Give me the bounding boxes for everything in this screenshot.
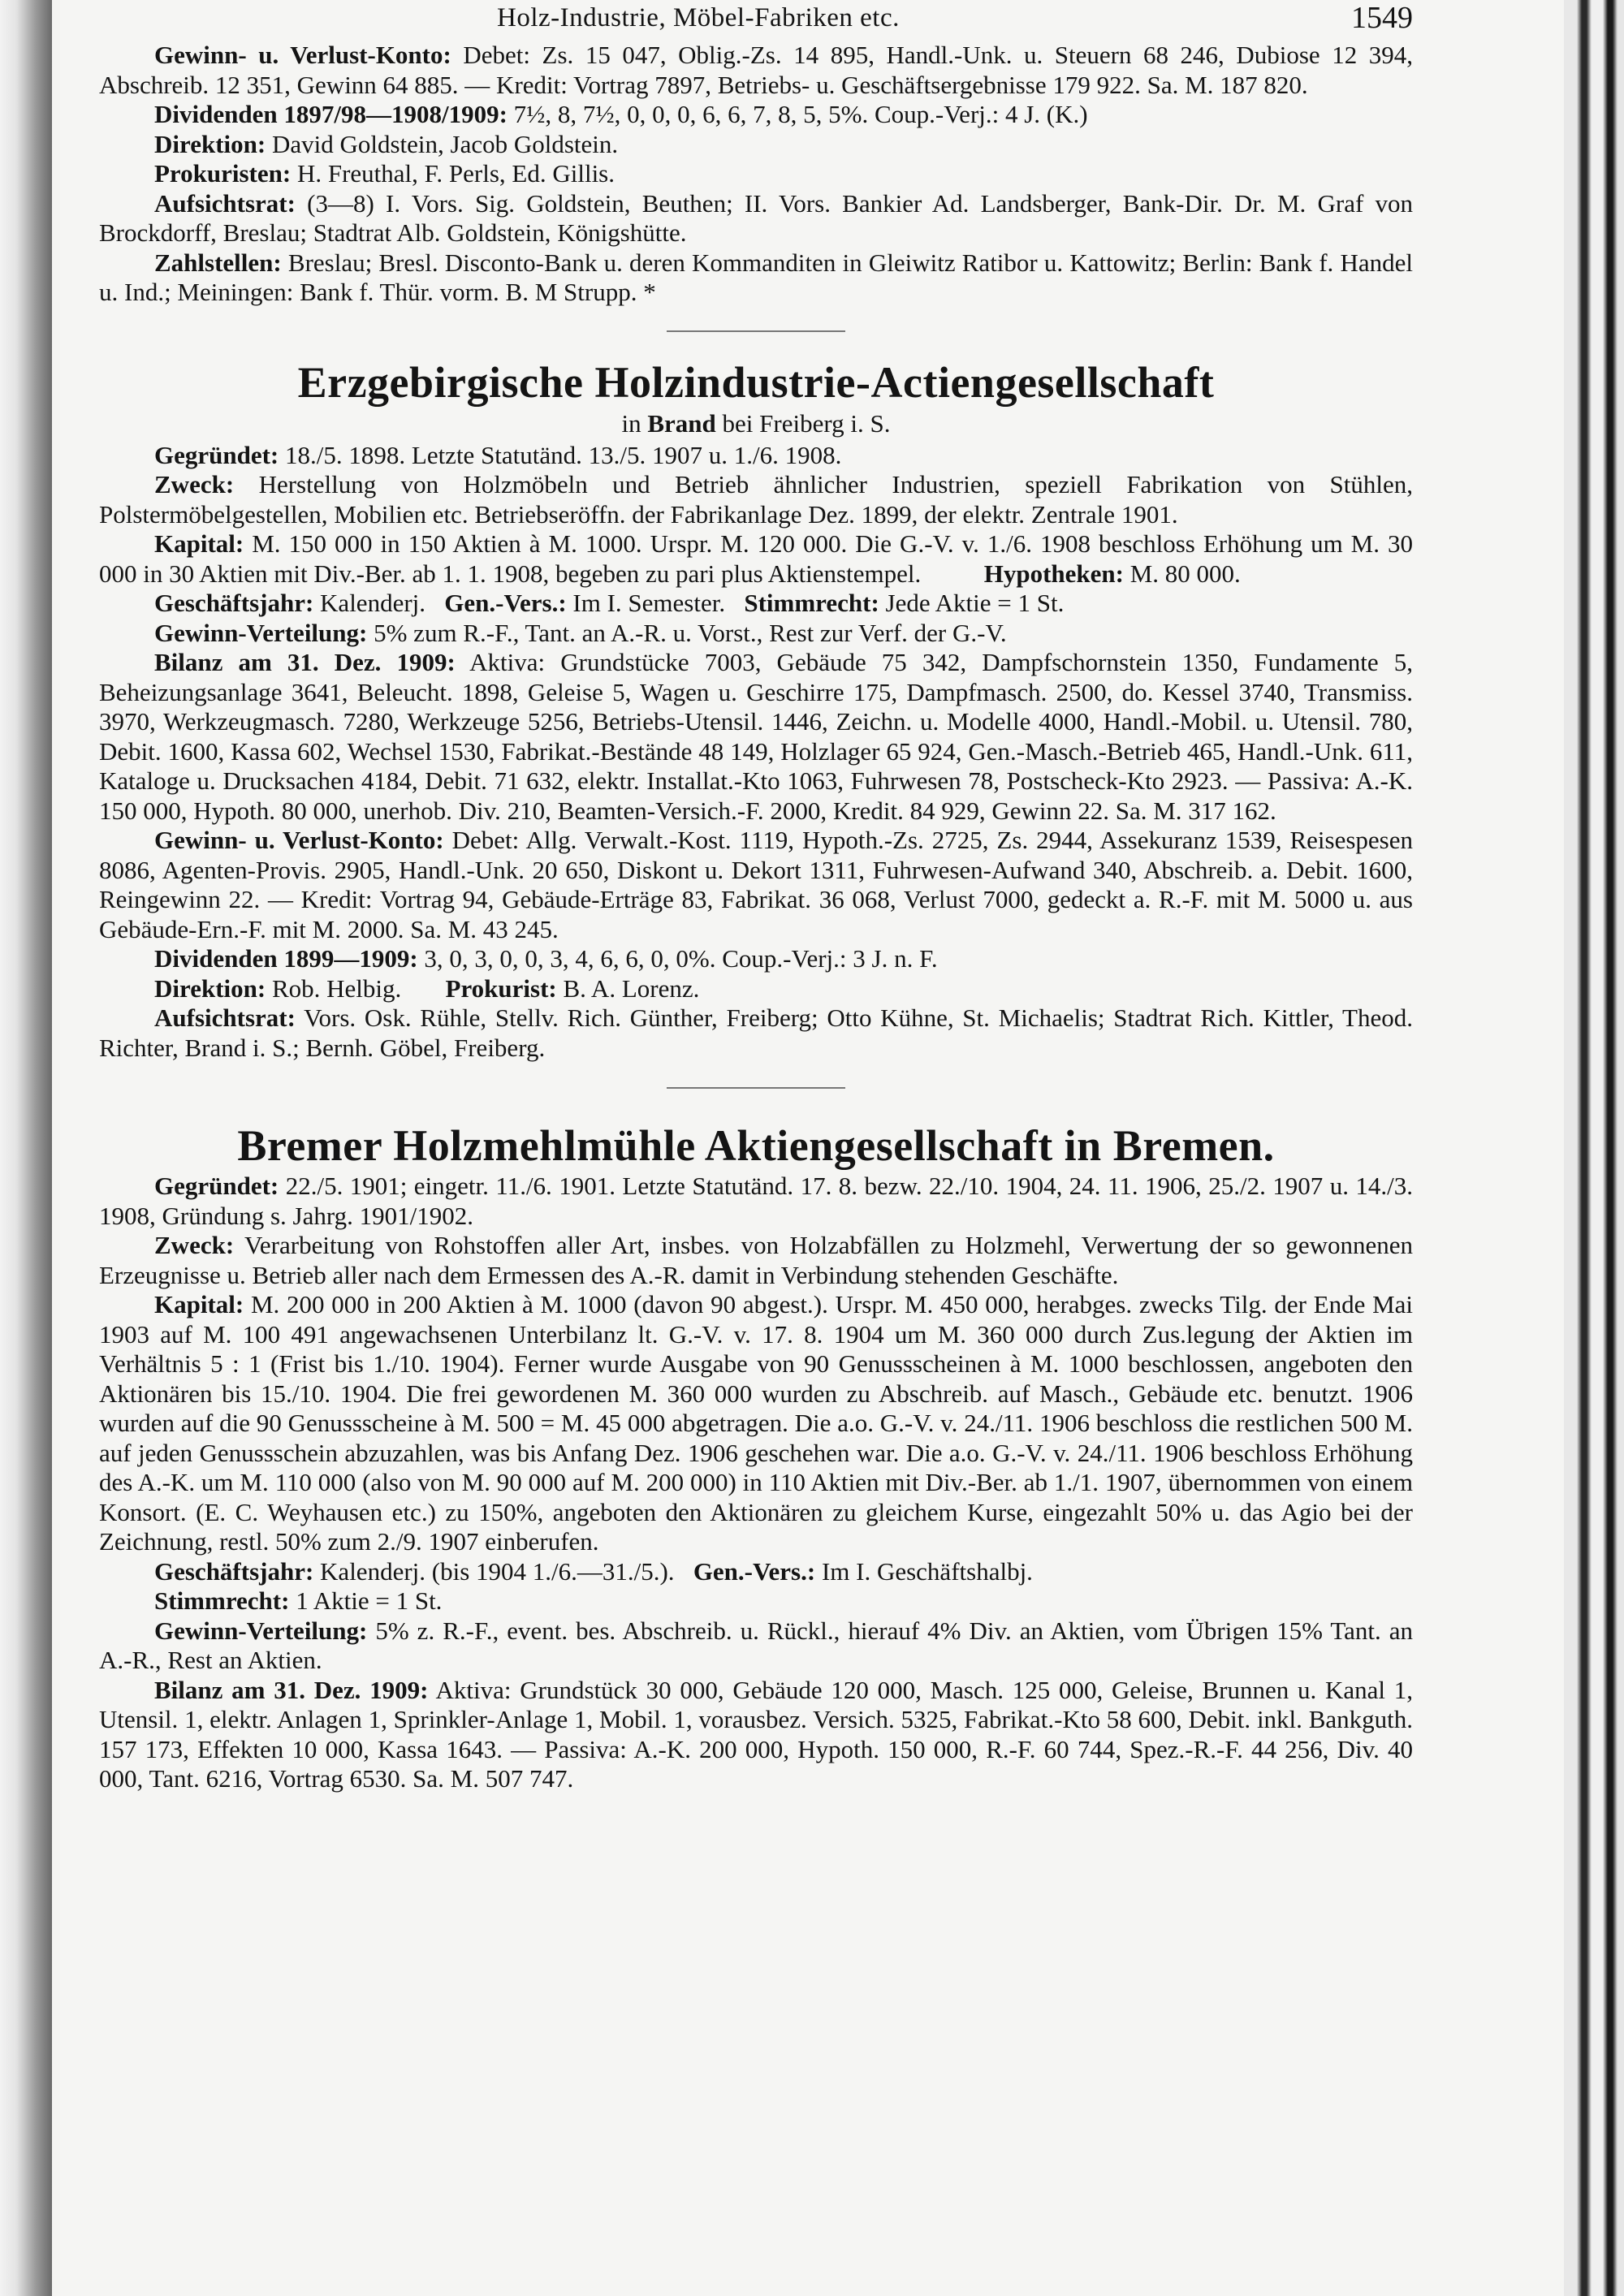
guv-paragraph xyxy=(99,826,1413,944)
profit-distribution-paragraph xyxy=(99,619,1413,649)
business-year-text: Kalenderj. xyxy=(320,589,426,617)
supervisory-board-paragraph xyxy=(99,189,1413,248)
dividends-label: Dividenden 1899—1909: xyxy=(154,944,418,973)
prokurist-label: Prokuristen: xyxy=(154,159,292,188)
balance-text: Aktiva: Grundstücke 7003, Gebäude 75 342, Dampfschornstein 1350, Fundamente 5, Beheizungsanlage 3641, Beleucht. 1898, Geleise 5, Wagen u. Geschirre 175, Dampfmasch. 2500, do. Kessel 3740, Transmiss. 3970, Werkzeugmasch. 7280, Werkzeuge 5256, Betriebs-Utensil. 1446, Zeichn. u. Modelle 4000, Handl.-Mobil. u. Utensil. 780, Debit. 1600, Kassa 602, Wechsel 1530, Fabrikat.-Bestände 48 149, Holzlager 65 924, Gen.-Masch.-Betrieb 465, Handl.-Unk. 611, Kataloge u. Drucksachen 4184, Debit. 71 632, elektr. Installat.-Kto 1063, Fuhrwesen 78, Postscheck-Kto 2923. — Passiva: A.-K. 150 000, Hypoth. 80 000, unerhob. Div. 210, Beamten-Versich.-F. 2000, Kredit. 84 929, Gewinn 22. Sa. M. 317 162. xyxy=(99,648,1413,825)
voting-right-label: Stimmrecht: xyxy=(744,589,879,617)
supervisory-board-text: Vors. Osk. Rühle, Stellv. Rich. Günther, Freiberg; Otto Kühne, St. Michaelis; Stadtrat Rich. Kittler, Theod. Richter, Brand i. S.; Bernh. Göbel, Freiberg. xyxy=(99,1003,1413,1062)
balance-label: Bilanz am 31. Dez. 1909: xyxy=(154,1675,429,1704)
direction-paragraph xyxy=(99,974,1413,1004)
supervisory-board-label: Aufsichtsrat: xyxy=(154,1003,296,1032)
section-divider xyxy=(667,330,845,332)
supervisory-board-text: (3—8) I. Vors. Sig. Goldstein, Beuthen; II. Vors. Bankier Ad. Landsberger, Bank-Dir. Dr. M. Graf von Brockdorff, Breslau; Stadtrat Alb. Goldstein, Königshütte. xyxy=(99,188,1414,247)
guv-label: Gewinn- u. Verlust-Konto: xyxy=(154,826,444,854)
page-number: 1549 xyxy=(1351,1,1413,35)
guv-label: Gewinn- u. Verlust-Konto: xyxy=(154,41,451,69)
founded-text: 18./5. 1898. Letzte Statutänd. 13./5. 1907 u. 1./6. 1908. xyxy=(285,440,842,469)
profit-distribution-label: Gewinn-Verteilung: xyxy=(154,618,368,647)
purpose-paragraph xyxy=(99,470,1413,529)
voting-right-text: Jede Aktie = 1 St. xyxy=(885,589,1065,617)
location-prefix: in xyxy=(621,408,641,438)
dividends-label: Dividenden 1897/98—1908/1909: xyxy=(154,100,508,128)
balance-text: Aktiva: Grundstück 30 000, Gebäude 120 000, Masch. 125 000, Geleise, Brunnen u. Kanal 1, Utensil. 1, elektr. Anlagen 1, Sprinkler-Anlage 1, Mobil. 1, vorausbez. Versich. 5325, Fabrikat.-Kto 58 600, Debit. inkl. Bankguth. 157 173, Effekten 10 000, Kassa 1643. — Passiva: A.-K. 200 000, Hypoth. 150 000, R.-F. 60 744, Spez.-R.-F. 44 256, Div. 40 000, Tant. 6216, Vortrag 6530. Sa. M. 507 747. xyxy=(99,1675,1413,1793)
company-title: Erzgebirgische Holzindustrie-Actiengesellschaft xyxy=(297,357,1215,407)
mortgage-text: M. 80 000. xyxy=(1129,559,1241,588)
company-location xyxy=(99,408,1413,439)
mortgage-label: Hypotheken: xyxy=(983,559,1124,588)
company-entry-erzgebirgische xyxy=(99,441,1413,1064)
founded-paragraph xyxy=(99,1172,1413,1231)
voting-right-text: 1 Aktie = 1 St. xyxy=(296,1586,443,1615)
founded-label: Gegründet: xyxy=(154,1172,279,1200)
company-entry-bremer xyxy=(99,1172,1413,1794)
profit-distribution-text: 5% z. R.-F., event. bes. Abschreib. u. Rückl., hierauf 4% Div. an Aktien, vom Übrigen 15% Tant. an A.-R., Rest an Aktien. xyxy=(99,1616,1413,1674)
dividends-text: 3, 0, 3, 0, 0, 3, 4, 6, 6, 0, 0%. Coup.-Verj.: 3 J. n. F. xyxy=(424,944,938,973)
capital-label: Kapital: xyxy=(154,529,244,558)
guv-text: Debet: Zs. 15 047, Oblig.-Zs. 14 895, Handl.-Unk. u. Steuern 68 246, Dubiose 12 394, Abschreib. 12 351, Gewinn 64 885. — Kredit: Vortrag 7897, Betriebs- u. Geschäftsergebnisse 179 922. Sa. M. 187 820. xyxy=(99,41,1414,99)
prokurist-text: B. A. Lorenz. xyxy=(563,973,700,1003)
capital-paragraph xyxy=(99,529,1413,589)
direction-text: David Goldstein, Jacob Goldstein. xyxy=(271,129,619,158)
general-meeting-text: Im I. Geschäftshalbj. xyxy=(821,1556,1033,1586)
location-city: Brand xyxy=(647,408,716,438)
business-year-label: Geschäftsjahr: xyxy=(154,589,314,617)
balance-label: Bilanz am 31. Dez. 1909: xyxy=(154,648,456,676)
supervisory-board-label: Aufsichtsrat: xyxy=(154,188,296,218)
paying-agents-label: Zahlstellen: xyxy=(154,248,282,277)
business-year-paragraph xyxy=(99,589,1413,619)
direction-label: Direktion: xyxy=(154,129,266,158)
capital-text: M. 200 000 in 200 Aktien à M. 1000 (davon 90 abgest.). Urspr. M. 450 000, herabges. zwecks Tilg. der Ende Mai 1903 auf M. 100 491 angewachsenen Unterbilanz lt. G.-V. v. 17. 8. 1904 um M. 360 000 durch Zus.legung der Aktien im Verhältnis 5 : 1 (Frist bis 1./10. 1904). Ferner wurde Ausgabe von 90 Genussscheinen à M. 1000 beschlossen, angeboten den Aktionären bis 15./10. 1904. Die frei gewordenen M. 360 000 wurden zu Abschreib. auf Masch., Gebäude etc. benutzt. 1906 wurden auf die 90 Genussscheine à M. 500 = M. 45 000 abgetragen. Die a.o. G.-V. v. 24./11. 1906 beschloss die restlichen 500 M. auf jeden Genussschein abzuzahlen, was bis Anfang Dez. 1906 geschehen war. Die a.o. G.-V. v. 24./11. 1906 beschloss Erhöhung des A.-K. um M. 110 000 (also von M. 90 000 auf M. 200 000) in 110 Aktien mit Div.-Ber. ab 1./1. 1907, übernommen von einem Konsort. (E. C. Weyhausen etc.) zu 150%, angeboten den Aktionären zu gleichem Kurse, eingezahlt 50% u. das Agio bei der Zeichnung, restl. 50% zum 2./9. 1907 einberufen. xyxy=(99,1290,1414,1556)
general-meeting-label: Gen.-Vers.: xyxy=(693,1556,816,1586)
paying-agents-text: Breslau; Bresl. Disconto-Bank u. deren Kommanditen in Gleiwitz Ratibor u. Kattowitz; Berlin: Bank f. Handel u. Ind.; Meiningen: Bank f. Thür. vorm. B. M Strupp. * xyxy=(99,248,1413,306)
profit-distribution-text: 5% zum R.-F., Tant. an A.-R. u. Vorst., Rest zur Verf. der G.-V. xyxy=(374,618,1007,647)
purpose-label: Zweck: xyxy=(154,1231,235,1259)
page-content xyxy=(99,0,1413,1794)
balance-paragraph xyxy=(99,648,1413,826)
voting-right-paragraph xyxy=(99,1586,1413,1616)
direction-paragraph xyxy=(99,130,1413,160)
balance-paragraph xyxy=(99,1676,1413,1794)
dividends-paragraph xyxy=(99,100,1413,130)
scan-left-edge xyxy=(0,0,52,2296)
profit-distribution-label: Gewinn-Verteilung: xyxy=(154,1616,368,1645)
supervisory-board-paragraph xyxy=(99,1003,1413,1063)
founded-label: Gegründet: xyxy=(154,440,279,469)
direction-label: Direktion: xyxy=(154,973,266,1003)
purpose-paragraph xyxy=(99,1231,1413,1290)
capital-label: Kapital: xyxy=(154,1290,244,1318)
running-title: Holz-Industrie, Möbel-Fabriken etc. xyxy=(497,3,900,32)
page-header xyxy=(99,0,1413,41)
direction-text: Rob. Helbig. xyxy=(271,973,402,1003)
scan-right-edge xyxy=(1564,0,1624,2296)
location-suffix: bei Freiberg i. S. xyxy=(722,408,891,438)
prokurist-text: H. Freuthal, F. Perls, Ed. Gillis. xyxy=(296,159,615,188)
section-divider xyxy=(667,1087,845,1089)
purpose-text: Herstellung von Holzmöbeln und Betrieb ähnlicher Industrien, speziell Fabrikation von Stühlen, Polstermöbelgestellen, Mobilien etc. Betriebseröffn. der Fabrikanlage Dez. 1899, der elektr. Zentrale 1901. xyxy=(99,470,1414,529)
dividends-paragraph xyxy=(99,944,1413,974)
business-year-label: Geschäftsjahr: xyxy=(154,1556,314,1586)
guv-text: Debet: Allg. Verwalt.-Kost. 1119, Hypoth.-Zs. 2725, Zs. 2944, Assekuranz 1539, Reisespesen 8086, Agenten-Provis. 2905, Handl.-Unk. 20 650, Diskont u. Dekort 1311, Fuhrwesen-Aufwand 340, Abschreib. a. Debit. 1600, Reingewinn 22. — Kredit: Vortrag 94, Gebäude-Erträge 83, Fabrikat. 36 068, Verlust 7000, gedeckt a. R.-F. mit M. 5000 u. aus Gebäude-Ern.-F. mit M. 2000. Sa. M. 43 245. xyxy=(99,826,1414,943)
capital-text: M. 150 000 in 150 Aktien à M. 1000. Urspr. M. 120 000. Die G.-V. v. 1./6. 1908 beschloss Erhöhung um M. 30 000 in 30 Aktien mit Div.-Ber. ab 1. 1. 1908, begeben zu pari plus Aktienstempel. xyxy=(99,529,1413,588)
general-meeting-text: Im I. Semester. xyxy=(572,589,726,617)
company-title: Bremer Holzmehlmühle Aktiengesellschaft in Bremen. xyxy=(237,1121,1275,1170)
general-meeting-label: Gen.-Vers.: xyxy=(444,589,567,617)
paying-agents-paragraph xyxy=(99,248,1413,308)
purpose-label: Zweck: xyxy=(154,470,235,498)
prokurist-label: Prokurist: xyxy=(445,973,557,1003)
founded-paragraph xyxy=(99,441,1413,471)
founded-text: 22./5. 1901; eingetr. 11./6. 1901. Letzte Statutänd. 17. 8. bezw. 22./10. 1904, 24. 11. 1906, 25./2. 1907 u. 14./3. 1908, Gründung s. Jahrg. 1901/1902. xyxy=(99,1172,1413,1230)
capital-paragraph xyxy=(99,1290,1413,1557)
dividends-text: 7½, 8, 7½, 0, 0, 0, 6, 6, 7, 8, 5, 5%. Coup.-Verj.: 4 J. (K.) xyxy=(513,100,1088,128)
business-year-paragraph xyxy=(99,1557,1413,1587)
business-year-text: Kalenderj. (bis 1904 1./6.—31./5.). xyxy=(320,1556,675,1586)
guv-paragraph xyxy=(99,41,1413,100)
previous-entry xyxy=(99,41,1413,308)
prokurist-paragraph xyxy=(99,159,1413,189)
profit-distribution-paragraph xyxy=(99,1616,1413,1676)
purpose-text: Verarbeitung von Rohstoffen aller Art, insbes. von Holzabfällen zu Holzmehl, Verwertung der so gewonnenen Erzeugnisse u. Betrieb aller nach dem Ermessen des A.-R. damit in Verbindung stehenden Geschäfte. xyxy=(99,1231,1413,1289)
voting-right-label: Stimmrecht: xyxy=(154,1586,290,1615)
